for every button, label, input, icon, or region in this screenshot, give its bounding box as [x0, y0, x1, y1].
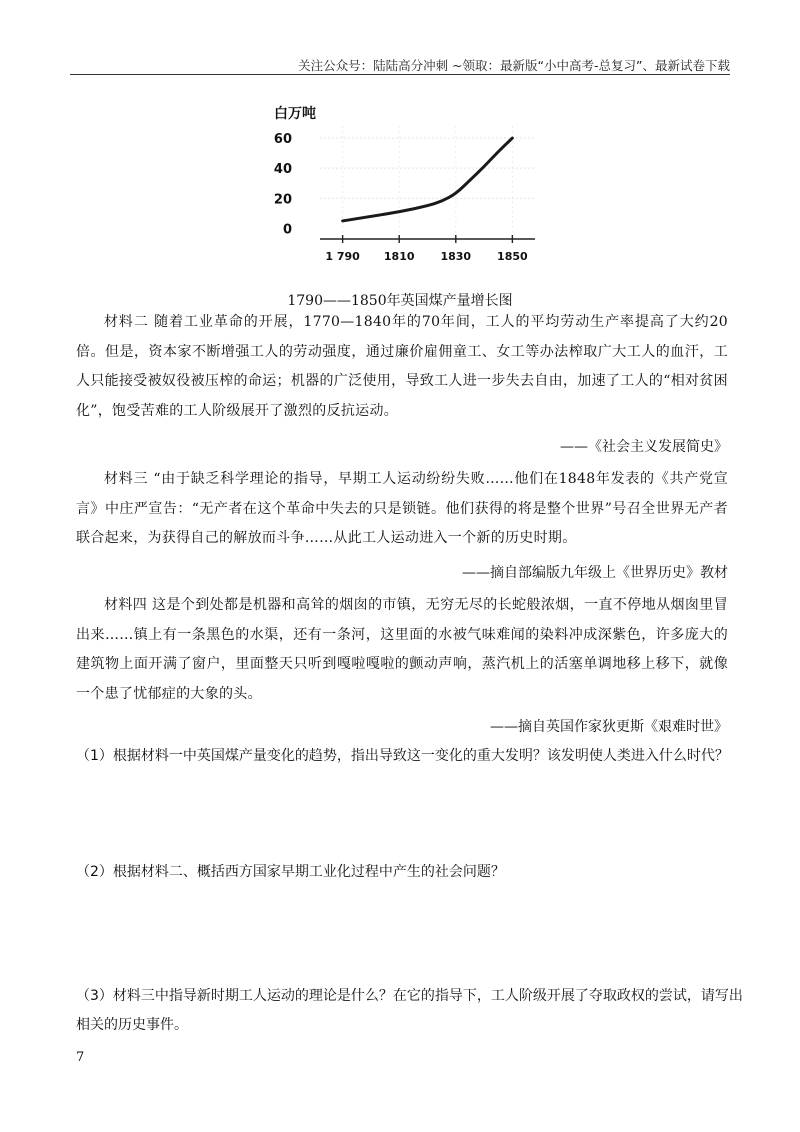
page-number: 7: [76, 1050, 85, 1065]
chart-grid: [320, 126, 535, 239]
material-four-source: ——摘自英国作家狄更斯《艰难时世》: [490, 719, 728, 735]
x-tick-label: 1 790: [325, 250, 360, 263]
coal-output-series-line: [343, 138, 513, 221]
y-tick-label: 20: [273, 192, 292, 208]
chart-caption: 1790——1850年英国煤产量增长图: [287, 293, 513, 309]
question-1: （1）根据材料一中英国煤产量变化的趋势，指出导致这一变化的重大发明？该发明使人类进入什么时代？: [76, 748, 729, 764]
chart-labels: [274, 105, 316, 122]
y-axis-label: 白万吨: [274, 106, 316, 122]
y-tick-label: 0: [282, 222, 292, 238]
coal-output-chart: [260, 96, 550, 276]
material-three-text: 材料三 “由于缺乏科学理论的指导，早期工人运动纷纷失败……他们在1848年发表的《共产党宣言》中庄严宣告：“无产者在这个革命中失去的只是锁链。他们获得的将是整个世界”号召全世界无产者联合起来，为获得自己的解放而斗争……从此工人运动进入一个新的历史时期。: [76, 471, 728, 546]
material-two-text: 材料二 随着工业革命的开展，1770—1840年的70年间，工人的平均劳动生产率提高了大约20倍。但是，资本家不断增强工人的劳动强度，通过廉价雇佣童工、女工等办法榨取广大工人的血汗，工人只能接受被奴役被压榨的命运；机器的广泛使用，导致工人进一步失去自由，加速了工人的“相对贫困化”，饱受苦难的工人阶级展开了激烈的反抗运动。: [76, 314, 728, 419]
chart-series: [343, 138, 513, 221]
chart-ticks: [274, 132, 528, 263]
question-3: （3）材料三中指导新时期工人运动的理论是什么？在它的指导下，工人阶级开展了夺取政权的尝试，请写出相关的历史事件。: [76, 988, 743, 1033]
page-header: 关注公众号：陆陆高分冲刺 ~领取：最新版“小中高考-总复习”、最新试卷下载: [298, 58, 730, 73]
x-tick-label: 1810: [383, 250, 415, 263]
chart-axes: [320, 235, 535, 243]
header-rule: [70, 74, 730, 75]
material-two-source: ——《社会主义发展简史》: [560, 439, 728, 455]
x-tick-label: 1850: [497, 250, 528, 263]
material-three-source: ——摘自部编版九年级上《世界历史》教材: [462, 565, 728, 581]
x-tick-label: 1830: [440, 250, 472, 263]
question-2: （2）根据材料二、概括西方国家早期工业化过程中产生的社会问题？: [76, 864, 505, 880]
y-tick-label: 60: [273, 132, 292, 148]
material-four-text: 材料四 这是个到处都是机器和高耸的烟囱的市镇，无穷无尽的长蛇般浓烟，一直不停地从烟囱里冒出来……镇上有一条黑色的水渠，还有一条河，这里面的水被气味难闻的染料冲成深紫色，许多庞大的建筑物上面开满了窗户，里面整天只听到嘎啦嘎啦的颤动声响，蒸汽机上的活塞单调地移上移下，就像一个患了忧郁症的大象的头。: [76, 597, 728, 702]
y-tick-label: 40: [273, 162, 292, 178]
